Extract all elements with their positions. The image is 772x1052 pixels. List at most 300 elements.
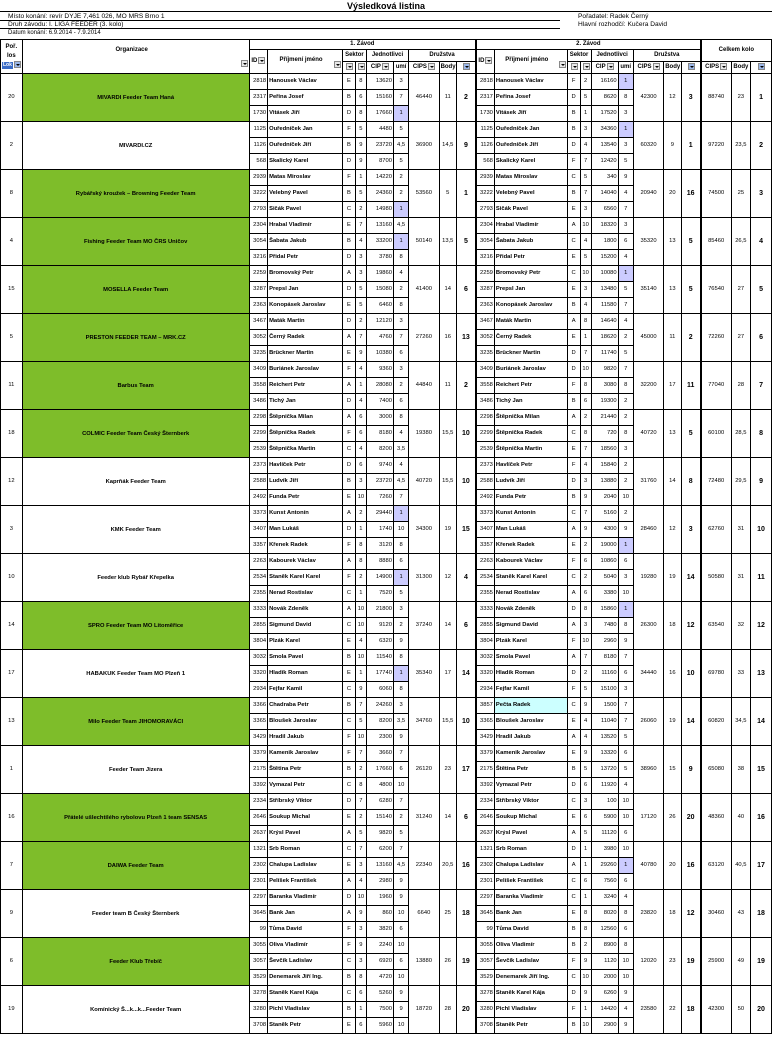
sector-number-z1: 8: [356, 538, 367, 554]
team-body-z2: 17: [664, 362, 681, 410]
table-row[interactable]: [1, 122, 772, 138]
sector-number-z1: 4: [356, 634, 367, 650]
sector-number-z2: 10: [580, 634, 591, 650]
member-points-z2: 9: [618, 986, 633, 1002]
total-rank: 5: [751, 266, 772, 314]
member-points-z1: 8: [393, 410, 408, 426]
filter-dropdown-icon[interactable]: [485, 57, 492, 64]
sector-letter-z2: A: [567, 730, 580, 746]
poradi-los: 8: [1, 170, 23, 218]
member-id-z1: 2793: [249, 202, 267, 218]
filter-dropdown-icon[interactable]: [583, 63, 590, 70]
member-name-z1: Vymazal Petr: [268, 778, 343, 794]
member-name-z2: Křenek Radek: [494, 538, 567, 554]
member-points-z1: 5: [393, 154, 408, 170]
sector-letter-z2: F: [567, 954, 580, 970]
member-points-z1: 2: [393, 170, 408, 186]
poradi-los: 6: [1, 938, 23, 986]
col-po1: [456, 62, 476, 74]
team-body-z1: 16: [439, 314, 456, 362]
sector-letter-z2: C: [567, 890, 580, 906]
member-points-z2: 6: [618, 554, 633, 570]
member-points-z2: 3: [618, 138, 633, 154]
member-id-z1: 3429: [249, 730, 267, 746]
member-name-z2: Pečta Radek: [494, 698, 567, 714]
sector-number-z1: 6: [356, 1018, 367, 1034]
sector-letter-z1: B: [342, 762, 355, 778]
team-rank-z1: 5: [456, 218, 476, 266]
member-cip-z1: 6920: [366, 954, 393, 970]
total-cips: 85460: [701, 218, 731, 266]
member-cip-z2: 15100: [591, 682, 618, 698]
filter-dropdown-icon[interactable]: [720, 63, 727, 70]
member-cip-z2: 21440: [591, 410, 618, 426]
member-id-z1: 2302: [249, 858, 267, 874]
col-celkem: Celkem kolo: [701, 40, 772, 62]
poradi-los: 15: [1, 266, 23, 314]
team-body-z2: 13: [664, 410, 681, 458]
sector-letter-z1: A: [342, 506, 355, 522]
member-id-z2: 2302: [476, 858, 494, 874]
total-rank: 13: [751, 650, 772, 698]
member-name-z2: Skalický Karel: [494, 154, 567, 170]
member-cip-z2: 13540: [591, 138, 618, 154]
member-cip-z1: 7400: [366, 394, 393, 410]
col-sektor1-a: [342, 62, 355, 74]
member-points-z2: 8: [618, 938, 633, 954]
poradi-los: 13: [1, 698, 23, 746]
sector-letter-z2: B: [567, 762, 580, 778]
table-row[interactable]: [1, 170, 772, 186]
member-points-z2: 9: [618, 634, 633, 650]
member-cip-z2: 5900: [591, 810, 618, 826]
sector-letter-z2: C: [567, 426, 580, 442]
filter-dropdown-icon[interactable]: [653, 63, 660, 70]
team-cips-z2: 20940: [633, 170, 663, 218]
member-cip-z1: 24260: [366, 698, 393, 714]
sector-number-z1: 1: [356, 1002, 367, 1018]
total-rank: 4: [751, 218, 772, 266]
member-id-z2: 3645: [476, 906, 494, 922]
table-row[interactable]: [1, 554, 772, 570]
team-cips-z2: 40720: [633, 410, 663, 458]
member-name-z1: Pichl Vladislav: [268, 1002, 343, 1018]
total-body: 32: [731, 602, 751, 650]
member-cip-z1: 12120: [366, 314, 393, 330]
member-id-z2: 3409: [476, 362, 494, 378]
sector-number-z2: 10: [580, 1018, 591, 1034]
member-name-z1: Matas Miroslav: [268, 170, 343, 186]
sector-number-z2: 9: [580, 522, 591, 538]
total-cips: 25900: [701, 938, 731, 986]
member-points-z1: 9: [393, 874, 408, 890]
sector-number-z2: 4: [580, 458, 591, 474]
team-name: Feeder team B Český Šternberk: [22, 890, 249, 938]
sector-number-z2: 3: [580, 282, 591, 298]
col-zavod1: 1. Závod: [249, 40, 476, 50]
filter-dropdown-icon[interactable]: [463, 63, 470, 70]
member-name-z1: Hladík Roman: [268, 666, 343, 682]
member-id-z2: 3222: [476, 186, 494, 202]
member-cip-z1: 3820: [366, 922, 393, 938]
member-points-z2: 7: [618, 714, 633, 730]
sector-number-z2: 2: [580, 570, 591, 586]
table-row[interactable]: [1, 650, 772, 666]
total-body: 31: [731, 506, 751, 554]
sector-number-z1: 4: [356, 234, 367, 250]
sector-letter-z1: D: [342, 282, 355, 298]
team-cips-z2: 40780: [633, 842, 663, 890]
sector-letter-z2: B: [567, 106, 580, 122]
member-cip-z1: 8880: [366, 554, 393, 570]
team-rank-z2: 20: [681, 794, 701, 842]
team-name: Přátelé ušlechtilého rybolovu Plzeň 1 team SENSAS: [22, 794, 249, 842]
sector-letter-z2: D: [567, 362, 580, 378]
team-name: MIVARDI Feeder Team Haná: [22, 74, 249, 122]
team-cips-z1: 27260: [409, 314, 439, 362]
member-cip-z2: 8180: [591, 650, 618, 666]
member-cip-z2: 8020: [591, 906, 618, 922]
member-id-z2: 2934: [476, 682, 494, 698]
member-points-z1: 4: [393, 426, 408, 442]
member-name-z2: Pelíšek František: [494, 874, 567, 890]
member-id-z1: 2263: [249, 554, 267, 570]
table-row[interactable]: [1, 698, 772, 714]
filter-dropdown-icon[interactable]: [346, 63, 353, 70]
sector-number-z2: 8: [580, 426, 591, 442]
total-body: 33: [731, 650, 751, 698]
sector-number-z1: 2: [356, 314, 367, 330]
team-cips-z1: 44840: [409, 362, 439, 410]
member-id-z1: 3357: [249, 538, 267, 554]
sector-number-z2: 1: [580, 1002, 591, 1018]
sector-number-z2: 4: [580, 138, 591, 154]
team-body-z2: 23: [664, 938, 681, 986]
filter-dropdown-icon[interactable]: [688, 63, 695, 70]
sector-number-z1: 5: [356, 714, 367, 730]
member-id-z2: 3235: [476, 346, 494, 362]
sector-number-z1: 6: [356, 410, 367, 426]
member-cip-z2: 11580: [591, 298, 618, 314]
sector-letter-z1: D: [342, 314, 355, 330]
team-body-z1: 14: [439, 602, 456, 650]
member-id-z2: 2534: [476, 570, 494, 586]
member-cip-z2: 15200: [591, 250, 618, 266]
member-cip-z2: 8620: [591, 90, 618, 106]
team-rank-z1: 1: [456, 170, 476, 218]
team-name: Feeder klub Rybář Křepelka: [22, 554, 249, 602]
member-points-z1: 4,5: [393, 474, 408, 490]
member-name-z1: Bank Jan: [268, 906, 343, 922]
member-name-z1: Havlíček Petr: [268, 458, 343, 474]
table-row[interactable]: [1, 266, 772, 282]
member-points-z1: 5: [393, 122, 408, 138]
table-row[interactable]: [1, 602, 772, 618]
total-body: 23: [731, 74, 751, 122]
sector-letter-z2: F: [567, 634, 580, 650]
total-body: 23,5: [731, 122, 751, 170]
table-row[interactable]: [1, 410, 772, 426]
member-name-z1: Skalický Karel: [268, 154, 343, 170]
team-rank-z1: 15: [456, 506, 476, 554]
sector-letter-z2: A: [567, 826, 580, 842]
type-info: Druh závodu: I. LIGA FEEDER (3. kolo): [8, 21, 124, 28]
filter-dropdown-icon[interactable]: [758, 63, 765, 70]
member-cip-z1: 1740: [366, 522, 393, 538]
member-points-z2: 1: [618, 122, 633, 138]
sector-letter-z1: C: [342, 714, 355, 730]
member-name-z2: Sigmund David: [494, 618, 567, 634]
team-body-z2: 20: [664, 170, 681, 218]
table-row[interactable]: [1, 314, 772, 330]
sector-letter-z2: B: [567, 922, 580, 938]
sector-number-z1: 10: [356, 490, 367, 506]
results-table: [0, 39, 772, 1034]
col-druzstva2: Družstva: [633, 50, 700, 62]
member-points-z1: 4,5: [393, 218, 408, 234]
member-id-z2: 1125: [476, 122, 494, 138]
sector-number-z2: 6: [580, 874, 591, 890]
sector-letter-z1: F: [342, 922, 355, 938]
member-name-z1: Prepsl Jan: [268, 282, 343, 298]
sector-number-z1: 2: [356, 810, 367, 826]
member-id-z1: 3054: [249, 234, 267, 250]
total-body: 34,5: [731, 698, 751, 746]
sector-letter-z2: A: [567, 586, 580, 602]
table-row[interactable]: [1, 890, 772, 906]
filter-dropdown-icon[interactable]: [428, 63, 435, 70]
member-cip-z1: 860: [366, 906, 393, 922]
team-name: DAIWA Feeder Team: [22, 842, 249, 890]
member-cip-z2: 9820: [591, 362, 618, 378]
filter-dropdown-icon[interactable]: [382, 63, 389, 70]
member-cip-z2: 6560: [591, 202, 618, 218]
member-id-z2: 3486: [476, 394, 494, 410]
member-id-z2: 3052: [476, 330, 494, 346]
member-id-z1: 3366: [249, 698, 267, 714]
member-name-z1: Sigmund David: [268, 618, 343, 634]
sector-letter-z2: B: [567, 394, 580, 410]
member-id-z2: 3558: [476, 378, 494, 394]
sector-letter-z2: E: [567, 202, 580, 218]
member-points-z1: 10: [393, 970, 408, 986]
member-name-z1: Šabata Jakub: [268, 234, 343, 250]
member-id-z2: 2298: [476, 410, 494, 426]
member-cip-z1: 33200: [366, 234, 393, 250]
table-row[interactable]: [1, 938, 772, 954]
member-cip-z1: 15160: [366, 90, 393, 106]
team-body-z2: 19: [664, 554, 681, 602]
member-id-z2: 2363: [476, 298, 494, 314]
sheet-title: Výsledková listina: [0, 0, 772, 12]
sector-letter-z1: F: [342, 170, 355, 186]
sector-number-z2: 3: [580, 202, 591, 218]
member-cip-z2: 3380: [591, 586, 618, 602]
member-name-z2: Hladík Roman: [494, 666, 567, 682]
member-id-z1: 3057: [249, 954, 267, 970]
total-cips: 88740: [701, 74, 731, 122]
col-umi2: umí: [618, 62, 633, 74]
filter-dropdown-icon[interactable]: [607, 63, 614, 70]
member-points-z2: 6: [618, 666, 633, 682]
member-cip-z1: 6460: [366, 298, 393, 314]
member-name-z1: Reichert Petr: [268, 378, 343, 394]
member-points-z2: 3: [618, 218, 633, 234]
sector-number-z2: 7: [580, 186, 591, 202]
table-row[interactable]: [1, 458, 772, 474]
member-name-z1: Staněk Karel Kája: [268, 986, 343, 1002]
sector-number-z2: 7: [580, 154, 591, 170]
total-cips: 30460: [701, 890, 731, 938]
member-id-z2: 3280: [476, 1002, 494, 1018]
team-body-z1: 25: [439, 890, 456, 938]
poradi-los: 7: [1, 842, 23, 890]
sector-letter-z1: F: [342, 570, 355, 586]
team-cips-z1: 35340: [409, 650, 439, 698]
member-name-z1: Tůma David: [268, 922, 343, 938]
sector-number-z1: 7: [356, 698, 367, 714]
member-cip-z2: 7560: [591, 874, 618, 890]
member-cip-z1: 13620: [366, 74, 393, 90]
sector-letter-z1: E: [342, 666, 355, 682]
sector-letter-z1: A: [342, 602, 355, 618]
team-cips-z1: 31240: [409, 794, 439, 842]
member-id-z2: 3032: [476, 650, 494, 666]
sector-letter-z2: E: [567, 810, 580, 826]
filter-dropdown-icon[interactable]: [358, 63, 365, 70]
total-rank: 18: [751, 890, 772, 938]
col-zavod2: 2. Závod: [476, 40, 701, 50]
team-rank-z1: 4: [456, 554, 476, 602]
total-rank: 2: [751, 122, 772, 170]
member-id-z1: 2939: [249, 170, 267, 186]
member-cip-z1: 15140: [366, 810, 393, 826]
sector-letter-z2: B: [567, 186, 580, 202]
member-name-z2: Plzák Karel: [494, 634, 567, 650]
sector-letter-z1: D: [342, 522, 355, 538]
team-body-z2: 14: [664, 458, 681, 506]
table-row[interactable]: [1, 74, 772, 90]
member-name-z2: Funda Petr: [494, 490, 567, 506]
member-name-z2: Staněk Petr: [494, 1018, 567, 1034]
table-row[interactable]: [1, 506, 772, 522]
team-rank-z1: 16: [456, 842, 476, 890]
member-id-z2: 2259: [476, 266, 494, 282]
member-cip-z2: 13880: [591, 474, 618, 490]
table-row[interactable]: [1, 794, 772, 810]
sector-number-z1: 10: [356, 602, 367, 618]
member-points-z2: 10: [618, 970, 633, 986]
sector-number-z1: 9: [356, 906, 367, 922]
member-name-z1: Maták Martin: [268, 314, 343, 330]
filter-dropdown-icon[interactable]: [571, 63, 578, 70]
team-rank-z2: 3: [681, 506, 701, 554]
member-id-z1: 3052: [249, 330, 267, 346]
team-name: MIVARDI.CZ: [22, 122, 249, 170]
member-cip-z1: 10380: [366, 346, 393, 362]
total-body: 38: [731, 746, 751, 794]
sector-number-z2: 2: [580, 74, 591, 90]
sector-number-z2: 2: [580, 666, 591, 682]
table-row[interactable]: [1, 218, 772, 234]
filter-dropdown-icon[interactable]: [14, 61, 21, 68]
sector-letter-z2: B: [567, 1018, 580, 1034]
sector-letter-z1: B: [342, 186, 355, 202]
member-points-z2: 2: [618, 394, 633, 410]
member-points-z1: 9: [393, 730, 408, 746]
member-id-z2: 3365: [476, 714, 494, 730]
member-points-z1: 9: [393, 986, 408, 1002]
member-points-z2: 5: [618, 282, 633, 298]
member-name-z1: Man Lukáš: [268, 522, 343, 538]
sector-letter-z1: A: [342, 906, 355, 922]
member-name-z1: Denemarek Jiří Ing.: [268, 970, 343, 986]
member-name-z2: Matas Miroslav: [494, 170, 567, 186]
sector-number-z1: 5: [356, 122, 367, 138]
member-points-z1: 10: [393, 1018, 408, 1034]
sector-number-z2: 6: [580, 554, 591, 570]
total-rank: 12: [751, 602, 772, 650]
filter-dropdown-icon[interactable]: [258, 57, 265, 64]
member-id-z2: 3057: [476, 954, 494, 970]
sector-number-z1: 9: [356, 682, 367, 698]
sector-letter-z1: C: [342, 842, 355, 858]
col-organizace: Organizace: [22, 40, 249, 74]
sector-letter-z2: E: [567, 282, 580, 298]
poradi-los: 5: [1, 314, 23, 362]
team-rank-z1: 20: [456, 986, 476, 1034]
total-body: 50: [731, 986, 751, 1034]
member-cip-z2: 10860: [591, 554, 618, 570]
filter-dropdown-icon[interactable]: [241, 60, 248, 67]
sector-number-z1: 9: [356, 938, 367, 954]
member-name-z1: Buriánek Jaroslav: [268, 362, 343, 378]
member-points-z1: 6: [393, 954, 408, 970]
member-id-z1: 2259: [249, 266, 267, 282]
table-row[interactable]: [1, 842, 772, 858]
sector-number-z2: 8: [580, 906, 591, 922]
filter-dropdown-icon[interactable]: [334, 61, 341, 68]
sector-letter-z2: C: [567, 266, 580, 282]
table-row[interactable]: [1, 986, 772, 1002]
filter-dropdown-icon[interactable]: [559, 61, 566, 68]
member-id-z2: 3407: [476, 522, 494, 538]
team-rank-z2: 1: [681, 122, 701, 170]
member-cip-z1: 7260: [366, 490, 393, 506]
team-name: Komínický Š...k...k...Feeder Team: [22, 986, 249, 1034]
table-row[interactable]: [1, 362, 772, 378]
member-cip-z1: 5260: [366, 986, 393, 1002]
sector-letter-z1: E: [342, 1018, 355, 1034]
member-points-z2: 1: [618, 74, 633, 90]
sector-letter-z1: D: [342, 394, 355, 410]
member-name-z1: Krýsl Pavel: [268, 826, 343, 842]
sector-letter-z2: A: [567, 650, 580, 666]
member-id-z2: 2297: [476, 890, 494, 906]
place-info: Místo konání: revír DYJE 7,461 026, MO MRS Brno 1: [8, 13, 165, 20]
member-id-z2: 2793: [476, 202, 494, 218]
total-cips: 65080: [701, 746, 731, 794]
col-umi1: umí: [393, 62, 408, 74]
member-id-z2: 568: [476, 154, 494, 170]
team-name: Feeder Klub Třebíč: [22, 938, 249, 986]
member-name-z1: Pelíšek František: [268, 874, 343, 890]
team-body-z1: 14,5: [439, 122, 456, 170]
member-points-z1: 2: [393, 186, 408, 202]
sector-number-z1: 3: [356, 266, 367, 282]
table-row[interactable]: [1, 746, 772, 762]
team-body-z1: 23: [439, 746, 456, 794]
